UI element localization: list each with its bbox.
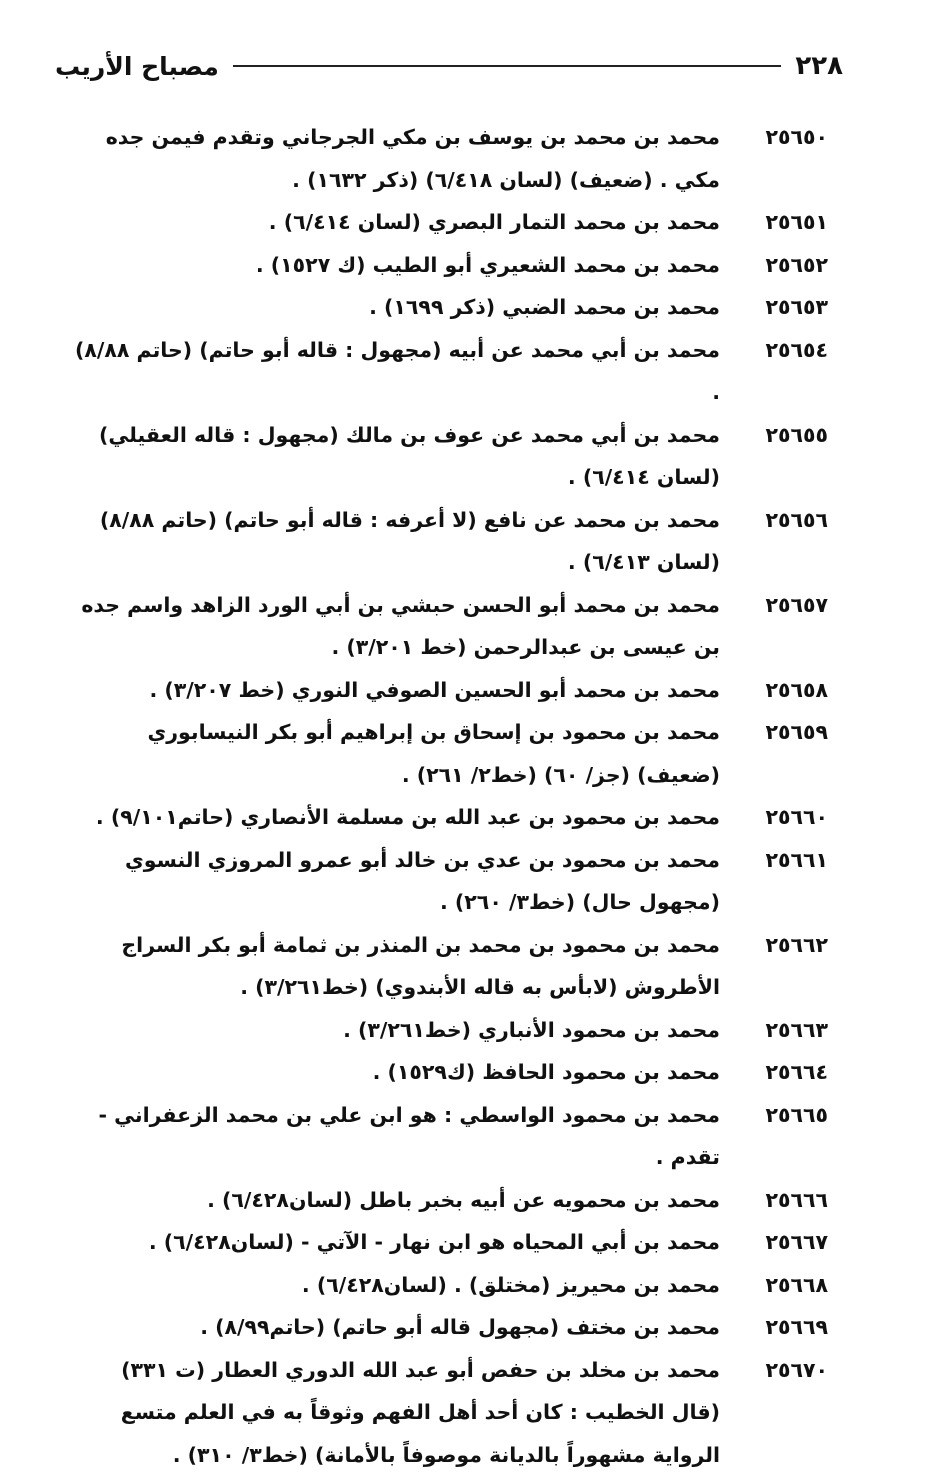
entry	[68, 584, 828, 669]
entry	[68, 669, 828, 712]
entry-text: محمد بن محمد عن نافع (لا أعرفه : قاله أبو حاتم) (حاتم ٨/٨٨) (لسان ٦/٤١٣) .	[68, 499, 720, 584]
entry-text: محمد بن أبي محمد عن أبيه (مجهول : قاله أبو حاتم) (حاتم ٨/٨٨) .	[68, 329, 720, 414]
entry-number: ٢٥٦٦١	[728, 839, 828, 882]
entry-number: ٢٥٦٧٠	[728, 1349, 828, 1392]
entry-number: ٢٥٦٥٣	[728, 286, 828, 329]
entry-number: ٢٥٦٥٤	[728, 329, 828, 372]
entry-text: محمد بن محمود الحافظ (ك١٥٢٩) .	[68, 1051, 720, 1094]
entry-number: ٢٥٦٥٦	[728, 499, 828, 542]
entry-number: ٢٥٦٦٤	[728, 1051, 828, 1094]
entry	[68, 1349, 828, 1476]
entry	[68, 499, 828, 584]
entry-text: محمد بن محمويه عن أبيه بخبر باطل (لسان٦/٤٢٨) .	[68, 1179, 720, 1222]
entry-number: ٢٥٦٦٦	[728, 1179, 828, 1222]
entry	[68, 1094, 828, 1179]
entry	[68, 329, 828, 414]
entry-number: ٢٥٦٥٨	[728, 669, 828, 712]
entry-number: ٢٥٦٥٧	[728, 584, 828, 627]
entry-number: ٢٥٦٦٧	[728, 1221, 828, 1264]
entry	[68, 1221, 828, 1264]
entry-text: محمد بن أبي محمد عن عوف بن مالك (مجهول : قاله العقيلي) (لسان ٦/٤١٤) .	[68, 414, 720, 499]
page-header	[55, 44, 843, 88]
entry	[68, 1306, 828, 1349]
entry-text: محمد بن مختف (مجهول قاله أبو حاتم) (حاتم٨/٩٩) .	[68, 1306, 720, 1349]
entry-text: محمد بن محمد التمار البصري (لسان ٦/٤١٤) .	[68, 201, 720, 244]
entry-number: ٢٥٦٦٥	[728, 1094, 828, 1137]
book-title: مصباح الأريب	[55, 52, 219, 81]
entry-number: ٢٥٦٥١	[728, 201, 828, 244]
entry	[68, 116, 828, 201]
entry-number: ٢٥٦٥٠	[728, 116, 828, 159]
entry	[68, 244, 828, 287]
entry	[68, 1051, 828, 1094]
entry-text: محمد بن محمود بن محمد بن المنذر بن ثمامة أبو بكر السراج الأطروش (لابأس به قاله الأبندوي) (خط٣/٢٦١) .	[68, 924, 720, 1009]
entry	[68, 201, 828, 244]
entry-number: ٢٥٦٥٢	[728, 244, 828, 287]
entry	[68, 1009, 828, 1052]
entry-number: ٢٥٦٦٠	[728, 796, 828, 839]
header-rule	[233, 65, 782, 67]
entry-text: محمد بن محمد الشعيري أبو الطيب (ك ١٥٢٧) .	[68, 244, 720, 287]
entry	[68, 414, 828, 499]
entry-text: محمد بن محمود الأنباري (خط٣/٢٦١) .	[68, 1009, 720, 1052]
entry-number: ٢٥٦٦٢	[728, 924, 828, 967]
entry-text: محمد بن محيريز (مختلق) . (لسان٦/٤٢٨) .	[68, 1264, 720, 1307]
entry	[68, 796, 828, 839]
entry-number: ٢٥٦٦٣	[728, 1009, 828, 1052]
entry-number: ٢٥٦٥٩	[728, 711, 828, 754]
entry-number: ٢٥٦٥٥	[728, 414, 828, 457]
entry-text: محمد بن محمود بن إسحاق بن إبراهيم أبو بكر النيسابوري (ضعيف) (جز/ ٦٠) (خط٢/ ٢٦١) .	[68, 711, 720, 796]
entry-list	[68, 116, 828, 1476]
entry	[68, 1179, 828, 1222]
entry-text: محمد بن محمد أبو الحسين الصوفي النوري (خط ٣/٢٠٧) .	[68, 669, 720, 712]
entry-text: محمد بن محمود الواسطي : هو ابن علي بن محمد الزعفراني - تقدم .	[68, 1094, 720, 1179]
entry-text: محمد بن محمد بن يوسف بن مكي الجرجاني وتقدم فيمن جده مكي . (ضعيف) (لسان ٦/٤١٨) (ذكر ١٦٣٢) .	[68, 116, 720, 201]
entry	[68, 711, 828, 796]
entry	[68, 286, 828, 329]
entry-text: محمد بن محمود بن عبد الله بن مسلمة الأنصاري (حاتم٩/١٠١) .	[68, 796, 720, 839]
entry-text: محمد بن محمود بن عدي بن خالد أبو عمرو المروزي النسوي (مجهول حال) (خط٣/ ٢٦٠) .	[68, 839, 720, 924]
page-number: ٢٢٨	[795, 51, 843, 81]
entry-text: محمد بن أبي المحياه هو ابن نهار - الآتي - (لسان٦/٤٢٨) .	[68, 1221, 720, 1264]
entry-text: محمد بن مخلد بن حفص أبو عبد الله الدوري العطار (ت ٣٣١) (قال الخطيب : كان أحد أهل الفهم وثوقاً به في العلم متسع الرواية مشهوراً بالديانة موصوفاً بالأمانة) (خط٣/ ٣١٠) .	[68, 1349, 720, 1476]
entry-text: محمد بن محمد الضبي (ذكر ١٦٩٩) .	[68, 286, 720, 329]
entry	[68, 924, 828, 1009]
entry-number: ٢٥٦٦٩	[728, 1306, 828, 1349]
entry	[68, 1264, 828, 1307]
entry-text: محمد بن محمد أبو الحسن حبشي بن أبي الورد الزاهد واسم جده بن عيسى بن عبدالرحمن (خط ٣/٢٠١) .	[68, 584, 720, 669]
entry	[68, 839, 828, 924]
entry-number: ٢٥٦٦٨	[728, 1264, 828, 1307]
